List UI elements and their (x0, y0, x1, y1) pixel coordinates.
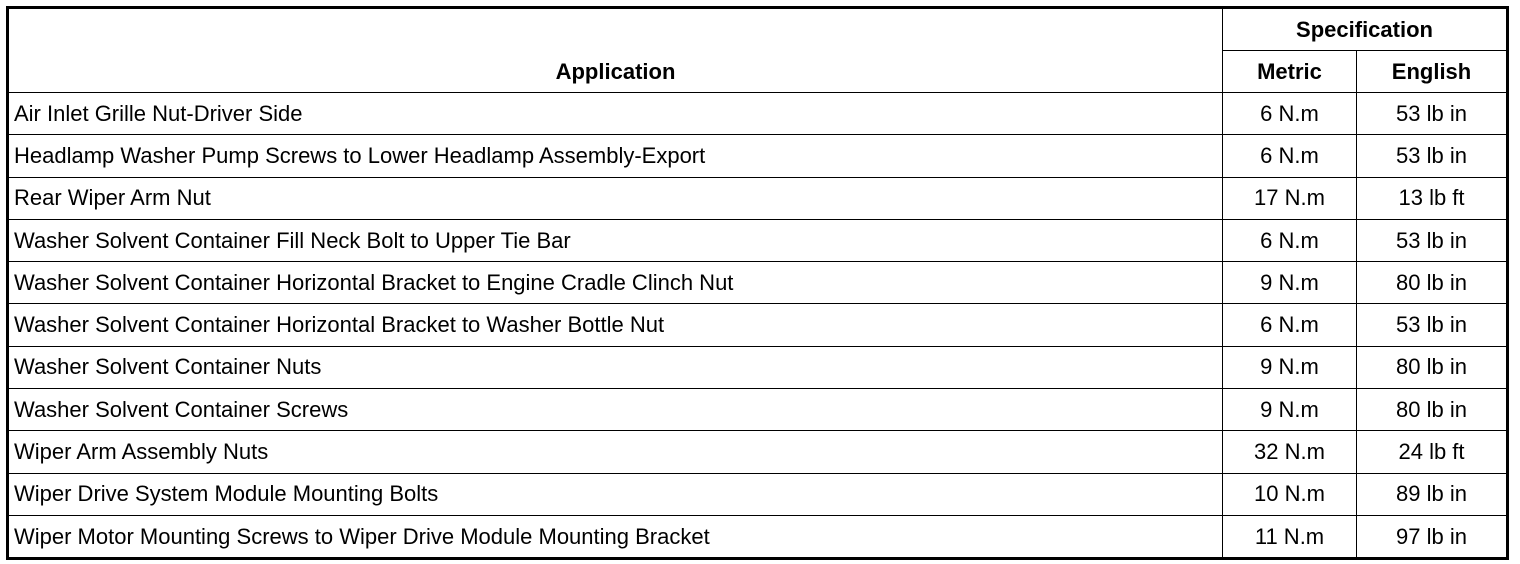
fastener-tightening-specifications-table (6, 6, 1509, 560)
table-body (8, 93, 1508, 559)
metric-cell: 10 N.m (1223, 473, 1357, 515)
table-row (8, 473, 1508, 515)
application-cell: Headlamp Washer Pump Screws to Lower Headlamp Assembly-Export (8, 135, 1223, 177)
application-cell: Wiper Arm Assembly Nuts (8, 431, 1223, 473)
metric-column-header: Metric (1223, 51, 1357, 93)
table-row (8, 346, 1508, 388)
specification-column-header: Specification (1223, 8, 1508, 51)
english-cell: 13 lb ft (1357, 177, 1508, 219)
english-cell: 80 lb in (1357, 262, 1508, 304)
metric-cell: 6 N.m (1223, 304, 1357, 346)
table-row (8, 219, 1508, 261)
application-cell: Washer Solvent Container Horizontal Bracket to Engine Cradle Clinch Nut (8, 262, 1223, 304)
application-cell: Washer Solvent Container Nuts (8, 346, 1223, 388)
english-cell: 53 lb in (1357, 304, 1508, 346)
application-cell: Washer Solvent Container Screws (8, 389, 1223, 431)
application-cell: Washer Solvent Container Horizontal Bracket to Washer Bottle Nut (8, 304, 1223, 346)
application-cell: Wiper Drive System Module Mounting Bolts (8, 473, 1223, 515)
english-cell: 80 lb in (1357, 346, 1508, 388)
metric-cell: 9 N.m (1223, 389, 1357, 431)
english-cell: 97 lb in (1357, 515, 1508, 558)
english-column-header: English (1357, 51, 1508, 93)
table-row (8, 389, 1508, 431)
metric-cell: 17 N.m (1223, 177, 1357, 219)
metric-cell: 32 N.m (1223, 431, 1357, 473)
application-cell: Rear Wiper Arm Nut (8, 177, 1223, 219)
table-row (8, 304, 1508, 346)
application-cell: Washer Solvent Container Fill Neck Bolt to Upper Tie Bar (8, 219, 1223, 261)
table-row (8, 515, 1508, 558)
metric-cell: 9 N.m (1223, 262, 1357, 304)
table-row (8, 135, 1508, 177)
english-cell: 89 lb in (1357, 473, 1508, 515)
header-row-top (8, 8, 1508, 51)
metric-cell: 11 N.m (1223, 515, 1357, 558)
metric-cell: 6 N.m (1223, 219, 1357, 261)
table-header (8, 8, 1508, 93)
english-cell: 53 lb in (1357, 93, 1508, 135)
table-row (8, 431, 1508, 473)
metric-cell: 9 N.m (1223, 346, 1357, 388)
table-row (8, 262, 1508, 304)
application-column-header: Application (8, 8, 1223, 93)
english-cell: 53 lb in (1357, 135, 1508, 177)
table-row (8, 93, 1508, 135)
metric-cell: 6 N.m (1223, 135, 1357, 177)
english-cell: 80 lb in (1357, 389, 1508, 431)
english-cell: 24 lb ft (1357, 431, 1508, 473)
metric-cell: 6 N.m (1223, 93, 1357, 135)
application-cell: Wiper Motor Mounting Screws to Wiper Drive Module Mounting Bracket (8, 515, 1223, 558)
table-row (8, 177, 1508, 219)
application-cell: Air Inlet Grille Nut-Driver Side (8, 93, 1223, 135)
english-cell: 53 lb in (1357, 219, 1508, 261)
